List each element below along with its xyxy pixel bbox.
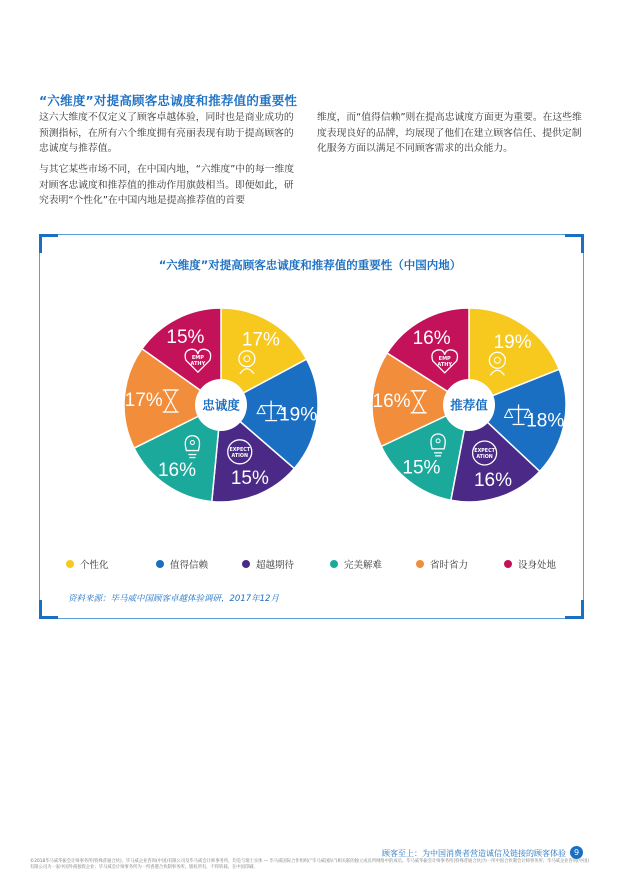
slice-value-label: 17% [241, 329, 280, 351]
pie-center-label: 忠诚度 [202, 397, 240, 413]
source-note: 资料来源：毕马威中国顾客卓越体验调研，2017年12月 [68, 594, 279, 604]
slice-value-label: 16% [412, 327, 451, 349]
svg-text:EXPECT: EXPECT [229, 447, 251, 453]
legend-label: 个性化 [80, 560, 109, 571]
pie-chart-1 [124, 308, 318, 502]
slice-value-label: 18% [526, 410, 565, 432]
legend-swatch [66, 560, 74, 568]
paragraph-3: 维度，而“值得信赖”则在提高忠诚度方面更为重要。在这些维度表现良好的品牌，均展现了他们在建立顾客信任、提供定制化服务方面以满足不同顾客需求的出众能力。 [317, 112, 582, 155]
legend-label: 省时省力 [430, 560, 469, 571]
slice-value-label: 16% [157, 459, 197, 481]
legend-label: 值得信赖 [170, 560, 209, 571]
svg-text:ATHY: ATHY [437, 361, 453, 368]
legend-item [416, 557, 468, 571]
chart-legend [66, 557, 566, 571]
frame-edge-bottom [39, 618, 584, 619]
legend-label: 完美解难 [344, 560, 383, 571]
pie-center-label: 推荐值 [450, 397, 488, 413]
slice-value-label: 19% [279, 404, 318, 426]
frame-corner-bottom-left [39, 600, 58, 619]
svg-text:ATION: ATION [476, 454, 493, 460]
svg-text:EXPECT: EXPECT [474, 448, 495, 454]
slice-value-label: 17% [124, 389, 163, 411]
slice-value-label: 19% [493, 331, 532, 353]
svg-text:EMP: EMP [191, 355, 204, 362]
paragraph-2: 与其它某些市场不同，在中国内地，“六维度”中的每一维度对顾客忠诚度和推荐值的推动作用旗鼓相当。即便如此，研究表明“个性化”在中国内地是提高推荐值的首要 [39, 164, 295, 207]
chart-title: “六维度”对提高顾客忠诚度和推荐值的重要性（中国内地） [158, 258, 462, 272]
svg-text:ATHY: ATHY [190, 361, 206, 368]
frame-corner-bottom-right [565, 600, 584, 619]
frame-edge-top [39, 234, 584, 235]
legend-item [156, 557, 208, 571]
paragraph-1: 这六大维度不仅定义了顾客卓越体验，同时也是商业成功的预测指标，在所有六个维度拥有亮丽表现有助于提高顾客的忠诚度与推荐值。 [39, 112, 294, 155]
legend-swatch [156, 560, 164, 568]
legend-label: 设身处地 [518, 560, 557, 571]
legend-item [330, 557, 382, 571]
section-heading: “六维度”对提高顾客忠诚度和推荐值的重要性 [39, 93, 298, 108]
legend-label: 超越期待 [256, 560, 295, 571]
legend-item [66, 557, 109, 571]
slice-value-label: 15% [166, 327, 205, 349]
legend-item [242, 557, 294, 571]
svg-text:ATION: ATION [231, 453, 248, 459]
svg-text:EMP: EMP [438, 355, 451, 362]
slice-value-label: 16% [473, 469, 512, 491]
slice-value-label: 15% [402, 457, 441, 479]
legend-swatch [504, 560, 512, 568]
slice-value-label: 16% [372, 391, 411, 413]
frame-corner-top-left [39, 234, 58, 253]
pie-chart-2 [372, 308, 566, 502]
footer-disclaimer: ©2018毕马威华振会计师事务所(特殊普通合伙)、毕马威企业咨询(中国)有限公司及毕马威会计师事务所，均是与瑞士实体 — 毕马威国际合作组织(“毕马威国际”)相关联的独立成员所网络中的成员。毕马威华振会计师事务所(特殊普通合伙)为一所中国合伙制会计师事务所；毕马威企业咨询(中国)有限公司为一家中国外商独资企业；毕马威会计师事务所为一所香港合伙制事务所。版权所有，不得转载。在中国印刷。 [30, 859, 590, 870]
pie-charts [39, 290, 584, 530]
page-number: 9 [570, 846, 583, 859]
footer-title: 顾客至上：为中国消费者营造诚信及链接的顾客体验 [382, 849, 566, 858]
slice-value-label: 15% [230, 468, 269, 490]
legend-swatch [416, 560, 424, 568]
frame-corner-top-right [565, 234, 584, 253]
legend-item [504, 557, 556, 571]
legend-swatch [242, 560, 250, 568]
legend-swatch [330, 560, 338, 568]
